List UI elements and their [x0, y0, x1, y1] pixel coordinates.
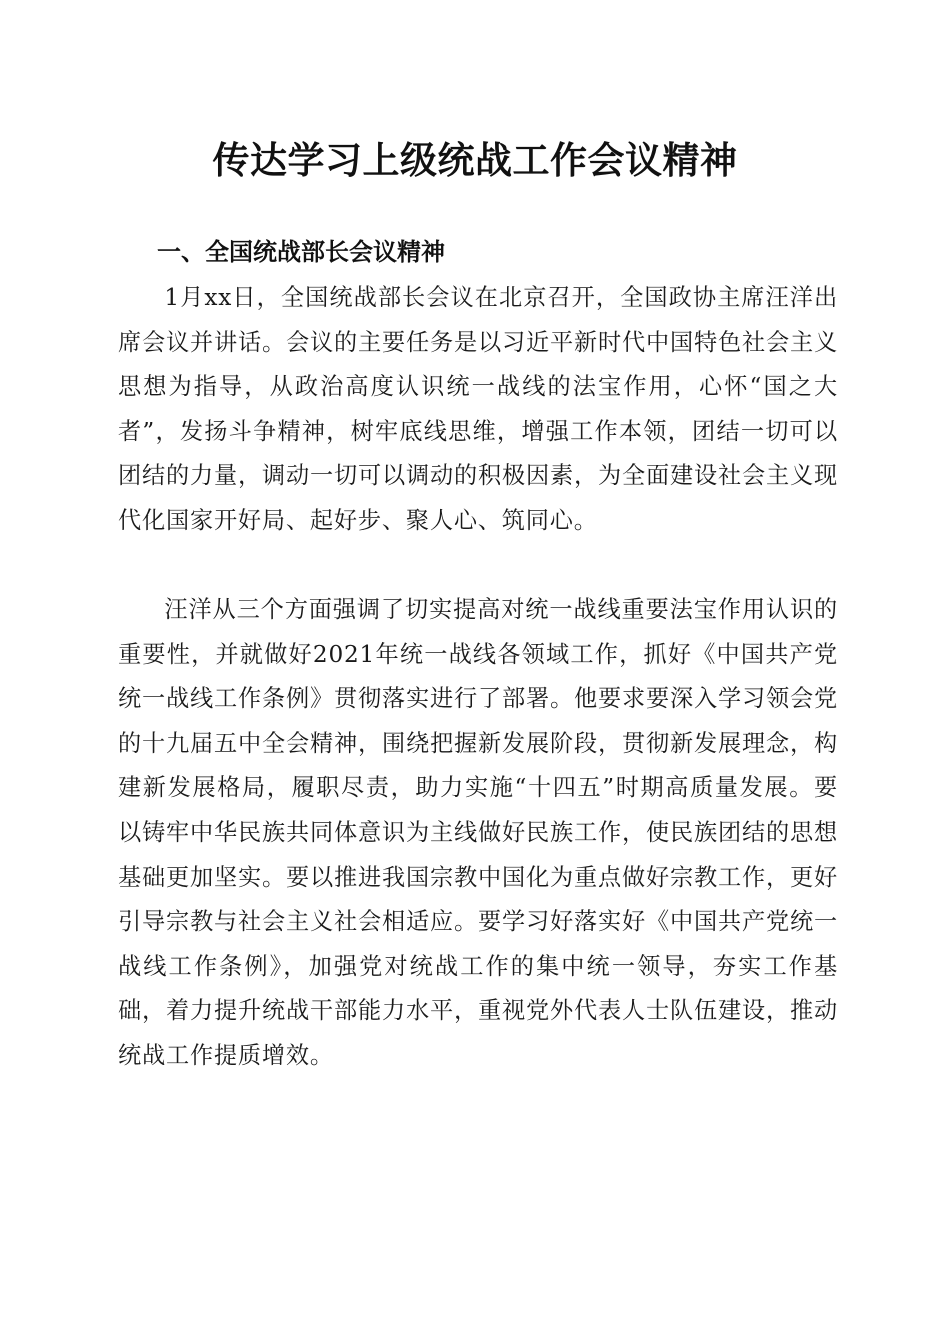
- body-paragraph: 汪洋从三个方面强调了切实提高对统一战线重要法宝作用认识的重要性，并就做好2021年统一战线各领域工作，抓好《中国共产党统一战线工作条例》贯彻落实进行了部署。他要求要深入学习领会党的十九届五中全会精神，围绕把握新发展阶段，贯彻新发展理念，构建新发展格局，履职尽责，助力实施“十四五”时期高质量发展。要以铸牢中华民族共同体意识为主线做好民族工作，使民族团结的思想基础更加坚实。要以推进我国宗教中国化为重点做好宗教工作，更好引导宗教与社会主义社会相适应。要学习好落实好《中国共产党统一战线工作条例》，加强党对统战工作的集中统一领导，夯实工作基础，着力提升统战干部能力水平，重视党外代表人士队伍建设，推动统战工作提质增效。: [118, 596, 838, 1069]
- section-heading: 一、全国统战部长会议精神: [157, 238, 445, 266]
- body-paragraph: 1月xx日，全国统战部长会议在北京召开，全国政协主席汪洋出席会议并讲话。会议的主要任务是以习近平新时代中国特色社会主义思想为指导，从政治高度认识统一战线的法宝作用，心怀“国之大者”，发扬斗争精神，树牢底线思维，增强工作本领，团结一切可以团结的力量，调动一切可以调动的积极因素，为全面建设社会主义现代化国家开好局、起好步、聚人心、筑同心。: [118, 284, 838, 534]
- document-title: 传达学习上级统战工作会议精神: [212, 138, 738, 182]
